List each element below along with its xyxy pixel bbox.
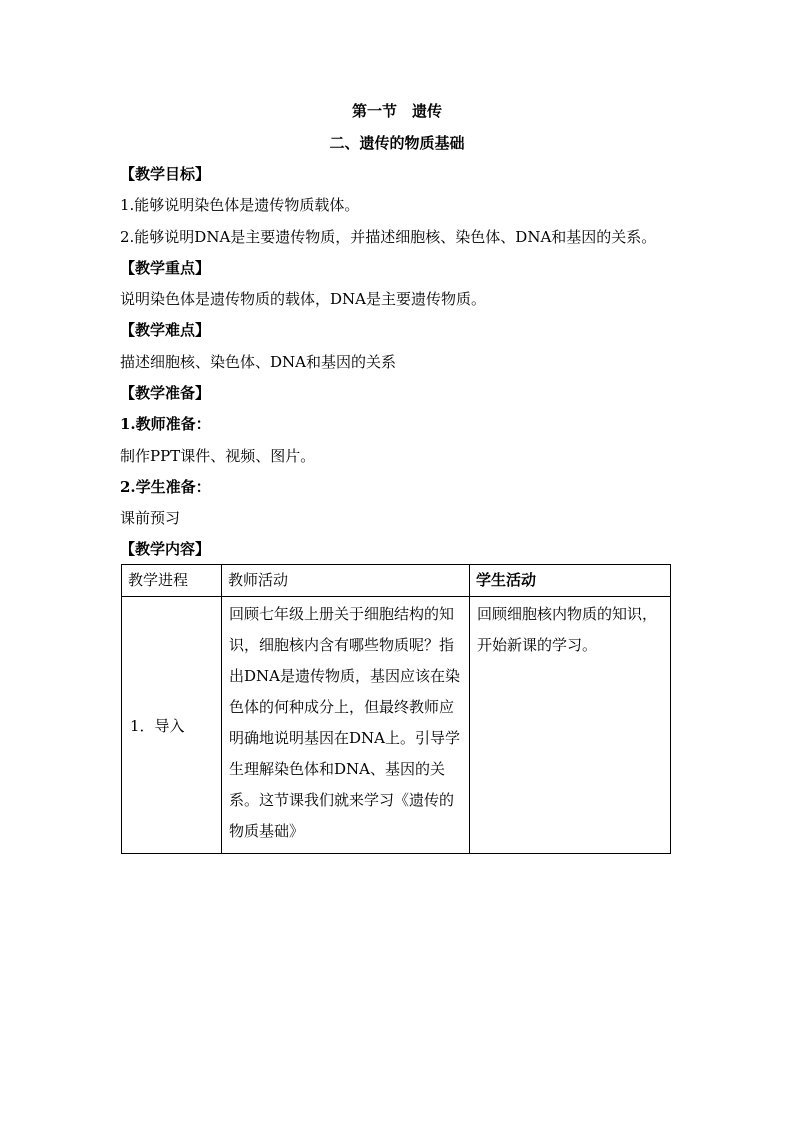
difficulties-heading: 【教学难点】	[120, 321, 211, 339]
student-prep-text: 课前预习	[120, 509, 181, 527]
teaching-content-table	[121, 564, 671, 854]
teacher-activity-cell: 回顾七年级上册关于细胞结构的知识，细胞核内含有哪些物质呢？指出DNA是遗传物质，基因应该在染色体的何种成分上，但最终教师应明确地说明基因在DNA上。引导学生理解染色体和DNA、基因的关系。这节课我们就来学习《遗传的物质基础》	[222, 597, 470, 854]
preparation-heading: 【教学准备】	[120, 384, 211, 402]
objectives-heading: 【教学目标】	[120, 165, 211, 183]
student-prep-label: 2.学生准备：	[120, 478, 211, 496]
content-heading: 【教学内容】	[120, 540, 211, 558]
lesson-subtitle: 二、遗传的物质基础	[329, 134, 465, 152]
section-title: 第一节 遗传	[351, 102, 442, 120]
objective-item-1: 1.能够说明染色体是遗传物质载体。	[120, 196, 360, 214]
table-header-row	[122, 565, 671, 597]
key-points-heading: 【教学重点】	[120, 259, 211, 277]
header-teacher-activity: 教师活动	[222, 565, 470, 597]
key-points-text: 说明染色体是遗传物质的载体，DNA是主要遗传物质。	[120, 290, 486, 308]
student-activity-cell: 回顾细胞核内物质的知识，开始新课的学习。	[470, 597, 671, 854]
header-stage: 教学进程	[122, 565, 222, 597]
objective-item-2: 2.能够说明DNA是主要遗传物质，并描述细胞核、染色体、DNA和基因的关系。	[120, 228, 657, 246]
header-student-activity: 学生活动	[470, 565, 671, 597]
stage-cell: 1．导入	[122, 597, 222, 854]
difficulties-text: 描述细胞核、染色体、DNA和基因的关系	[120, 353, 396, 371]
teacher-prep-label: 1.教师准备：	[120, 415, 211, 433]
table-row	[122, 597, 671, 854]
teacher-prep-text: 制作PPT课件、视频、图片。	[120, 447, 316, 465]
